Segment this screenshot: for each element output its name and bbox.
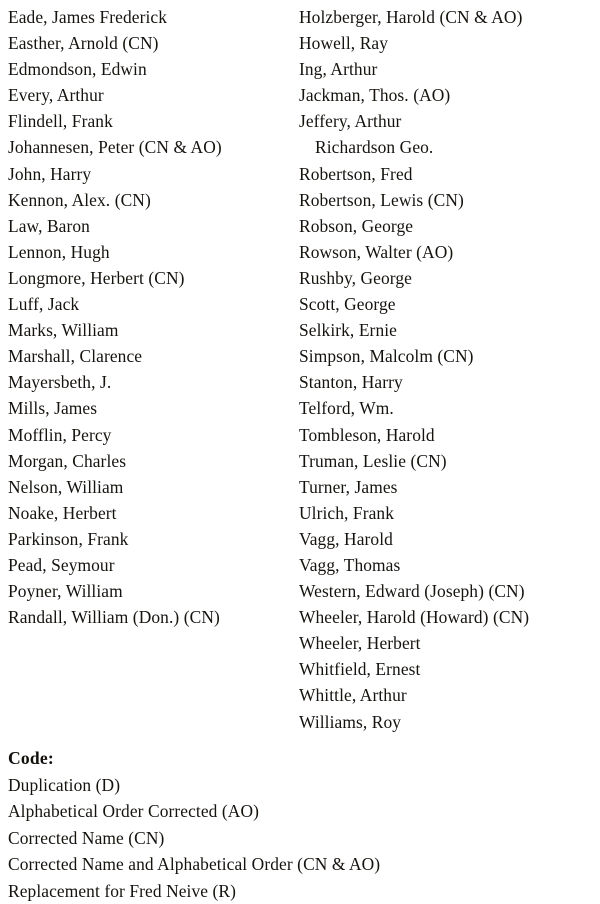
code-legend xyxy=(8,745,568,904)
code-legend-line: Corrected Name and Alphabetical Order (CN & AO) xyxy=(8,854,381,875)
list-item: Kennon, Alex. (CN) xyxy=(8,189,151,210)
code-legend-lines xyxy=(8,772,568,904)
name-list-left-column xyxy=(8,4,299,630)
list-item: Wheeler, Harold (Howard) (CN) xyxy=(299,607,530,628)
list-item: Morgan, Charles xyxy=(8,450,127,471)
list-item: Mills, James xyxy=(8,398,98,419)
code-legend-title: Code: xyxy=(8,748,54,768)
list-item: Lennon, Hugh xyxy=(8,241,110,262)
list-item: Luff, Jack xyxy=(8,294,80,315)
list-item: Wheeler, Herbert xyxy=(299,633,421,654)
list-item: Randall, William (Don.) (CN) xyxy=(8,607,220,628)
list-item: Ulrich, Frank xyxy=(299,502,394,523)
list-item: Stanton, Harry xyxy=(299,372,403,393)
list-item: Robertson, Lewis (CN) xyxy=(299,189,464,210)
code-legend-line: Corrected Name (CN) xyxy=(8,827,165,848)
list-item: Vagg, Thomas xyxy=(299,554,401,575)
list-item: Whitfield, Ernest xyxy=(299,659,421,680)
list-item: Flindell, Frank xyxy=(8,111,113,132)
list-item: Jackman, Thos. (AO) xyxy=(299,85,451,106)
code-legend-line: Duplication (D) xyxy=(8,775,121,795)
list-item: Rowson, Walter (AO) xyxy=(299,241,454,262)
list-item: Mayersbeth, J. xyxy=(8,372,112,393)
list-item: Every, Arthur xyxy=(8,85,104,106)
list-item: Williams, Roy xyxy=(299,711,402,732)
list-item: Holzberger, Harold (CN & AO) xyxy=(299,7,523,27)
list-item: Poyner, William xyxy=(8,581,123,602)
name-list-right-column xyxy=(299,4,590,735)
list-item: Simpson, Malcolm (CN) xyxy=(299,346,474,367)
list-item: Western, Edward (Joseph) (CN) xyxy=(299,581,525,602)
list-item: Telford, Wm. xyxy=(299,398,394,419)
list-item: Longmore, Herbert (CN) xyxy=(8,267,185,288)
list-item: Pead, Seymour xyxy=(8,554,115,575)
list-item: Vagg, Harold xyxy=(299,528,393,549)
list-item: Law, Baron xyxy=(8,215,90,236)
list-item: Johannesen, Peter (CN & AO) xyxy=(8,137,222,158)
list-item: Truman, Leslie (CN) xyxy=(299,450,447,471)
name-list-columns xyxy=(8,4,590,735)
list-item: Robertson, Fred xyxy=(299,163,413,184)
list-item: Richardson Geo. xyxy=(315,137,434,158)
list-item: Eade, James Frederick xyxy=(8,7,168,27)
list-item: Jeffery, Arthur xyxy=(299,111,402,132)
code-legend-line: Alphabetical Order Corrected (AO) xyxy=(8,801,260,822)
list-item: Rushby, George xyxy=(299,267,412,288)
list-item: Mofflin, Percy xyxy=(8,424,112,445)
list-item: Noake, Herbert xyxy=(8,502,117,523)
list-item: Parkinson, Frank xyxy=(8,528,129,549)
list-item: Tombleson, Harold xyxy=(299,424,435,445)
list-item: Selkirk, Ernie xyxy=(299,320,397,341)
list-item: Edmondson, Edwin xyxy=(8,59,147,80)
list-item: Marshall, Clarence xyxy=(8,346,143,367)
list-item: Ing, Arthur xyxy=(299,59,378,80)
list-item: Easther, Arnold (CN) xyxy=(8,33,159,54)
list-item: John, Harry xyxy=(8,163,92,184)
list-item: Marks, William xyxy=(8,320,119,341)
code-legend-line: Replacement for Fred Neive (R) xyxy=(8,880,237,901)
list-item: Howell, Ray xyxy=(299,33,389,54)
list-item: Nelson, William xyxy=(8,476,124,497)
list-item: Robson, George xyxy=(299,215,414,236)
list-item: Whittle, Arthur xyxy=(299,685,407,706)
list-item: Turner, James xyxy=(299,476,398,497)
list-item: Scott, George xyxy=(299,294,396,315)
